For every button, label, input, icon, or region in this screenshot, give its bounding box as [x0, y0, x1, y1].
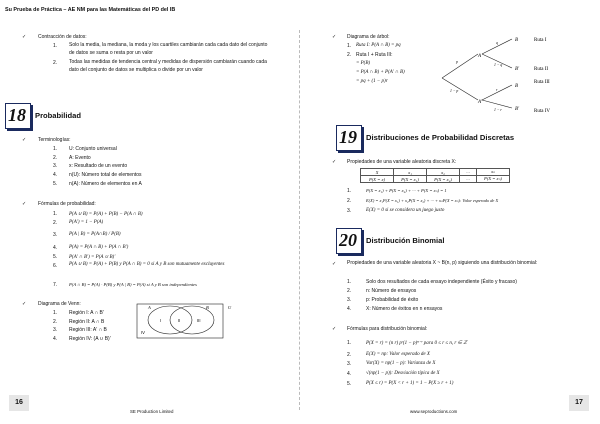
discrete-item: E(X) = 0 si se considera un juego justo — [366, 208, 445, 213]
binomial-formula: Var(X) = np(1 − p): Varianza de X — [366, 361, 436, 366]
list-number: 1. — [53, 43, 58, 49]
venn-label-a: A — [148, 305, 151, 310]
probability-formula: P(A′) = 1 − P(A) — [69, 220, 104, 225]
venn-region-ii: II — [178, 318, 181, 323]
check-icon: ✓ — [22, 137, 27, 143]
discrete-prop-label: Propiedades de una variable aleatoria discreta X: — [347, 159, 457, 165]
tree-diagram — [438, 28, 598, 120]
formulas-label: Fórmulas de probabilidad: — [38, 201, 96, 207]
discrete-item: E(X) = x₁P(X = x₁) + x₂P(X = x₂) + ··· + xₙP(X = xₙ): Valor esperado de X — [366, 198, 499, 203]
venn-region: Región IV: (A ∪ B)′ — [69, 336, 111, 342]
page-gutter — [299, 30, 300, 410]
website-link[interactable]: www.seproductions.com — [410, 409, 458, 414]
page-number-left: 16 — [9, 395, 29, 411]
binomial-formula: √(np(1 − p)): Desviación típica de X — [366, 371, 440, 376]
check-icon: ✓ — [332, 159, 337, 165]
term-item: n(A): Número de elementos en A — [69, 181, 142, 187]
probability-formula: P(A) = P(A ∩ B) + P(A ∩ B′) — [69, 245, 129, 250]
binomial-prop: X: Número de éxitos en n ensayos — [366, 306, 443, 312]
binomial-formula: P(X ≤ r) = P(X < r + 1) = 1 − P(X ≥ r + 1) — [366, 381, 454, 386]
node-b-prime: B′ — [515, 107, 520, 112]
check-icon: ✓ — [22, 201, 27, 207]
check-icon: ✓ — [22, 34, 27, 40]
section-title-19: Distribuciones de Probabilidad Discretas — [366, 133, 515, 142]
tree-route-formula: Ruta I + Ruta III: — [356, 52, 393, 58]
tree-label: Diagrama de árbol: — [347, 34, 390, 40]
binomial-formulas-label: Fórmulas para distribución binomial: — [347, 326, 428, 332]
term-item: U: Conjunto universal — [69, 146, 117, 152]
node-b: B — [515, 38, 519, 43]
probability-formula: P(A′ ∩ B′) = P(A ∪ B)′ — [69, 255, 116, 260]
venn-region: Región II: A ∩ B — [69, 319, 105, 325]
list-number: 2. — [53, 60, 58, 66]
tree-route-formula: = P(A ∩ B) + P(A′ ∩ B) — [356, 70, 405, 75]
venn-region-iv: IV — [141, 330, 145, 335]
branch-bp2 — [482, 100, 512, 108]
route-label: Ruta IV — [534, 109, 550, 114]
venn-region: Región III: A′ ∩ B — [69, 327, 107, 333]
data-note-item: Todas las medidas de tendencia central y medidas de dispersión cambiarán cuando cada dato del conjunto de datos se multiplica o divide por un valor — [69, 59, 267, 73]
binomial-prop-label: Propiedades de una variable aleatoria X ~ B(n, p) siguiendo una distribución binomial: — [347, 260, 538, 266]
check-icon: ✓ — [22, 301, 27, 307]
venn-region: Región I: A ∩ B′ — [69, 310, 104, 316]
node-b: B — [515, 84, 519, 89]
check-icon: ✓ — [332, 34, 337, 40]
node-b-prime: B′ — [515, 67, 520, 72]
branch-a — [442, 54, 478, 78]
route-label: Ruta III — [534, 80, 550, 85]
tree-route-formula: = P(B) — [356, 61, 371, 66]
table-row: P(X = x) P(X = x₁) P(X = x₂) ··· P(X = xₙ) — [361, 176, 510, 183]
section-badge-19: 19 — [336, 125, 362, 151]
venn-label: Diagrama de Venn: — [38, 301, 81, 307]
section-badge-20: 20 — [336, 228, 362, 254]
section-title-18: Probabilidad — [35, 111, 81, 120]
table-row: X x₁ x₂ ··· xₙ — [361, 169, 510, 176]
node-a-prime: A′ — [478, 100, 483, 105]
branch-label-q: q — [496, 41, 498, 45]
data-note-item: Solo la media, la mediana, la moda y los cuartiles cambiarán cada cada dato del conjunto de datos se suma o resta por un valor — [69, 42, 268, 56]
node-a: A — [478, 54, 482, 59]
data-note-label: Contracción de datos: — [38, 34, 87, 40]
page-title: Su Prueba de Práctica – AE NM para las Matemáticas del PD del IB — [5, 7, 176, 13]
probability-formula: P(A ∪ B) = P(A) + P(B) y P(A ∩ B) = 0 si A y B son mutuamente excluyentes — [69, 262, 225, 267]
venn-region-iii: III — [197, 318, 201, 323]
binomial-prop: p: Probabilidad de éxito — [366, 297, 419, 303]
page-number-right: 17 — [569, 395, 589, 411]
check-icon: ✓ — [332, 326, 337, 332]
tree-route-formula: Ruta I: P(A ∩ B) = pq — [356, 43, 401, 48]
branch-label-p: p — [456, 60, 458, 64]
probability-formula: P(A ∪ B) = P(A) + P(B) − P(A ∩ B) — [69, 212, 143, 217]
venn-diagram — [136, 303, 236, 341]
section-badge-18: 18 — [5, 103, 31, 129]
route-label: Ruta I — [534, 38, 547, 43]
term-item: n(U): Número total de elementos — [69, 172, 142, 178]
publisher-name: SE Production Limited — [130, 409, 174, 414]
binomial-prop: n: Número de ensayos — [366, 288, 417, 294]
binomial-prop: Solo dos resultados de cada ensayo independiente (Éxito y fracaso) — [366, 279, 517, 285]
branch-label-r: r — [496, 88, 498, 92]
probability-formula: P(A | B) = P(A∩B) / P(B) — [69, 232, 121, 237]
branch-label-1-q: 1 − q — [494, 63, 503, 67]
route-label: Ruta II — [534, 67, 549, 72]
distribution-table — [360, 168, 510, 183]
section-title-20: Distribución Binomial — [366, 236, 445, 245]
probability-formula: P(A ∩ B) = P(A) · P(B) y P(A | B) = P(A) si A y B son independientes — [69, 282, 197, 287]
terminology-label: Terminologías: — [38, 137, 71, 143]
discrete-item: P(X = x₁) + P(X = x₂) + ··· + P(X = xₙ) = 1 — [366, 188, 447, 193]
binomial-formula: E(X) = np: Valor esperado de X — [366, 352, 430, 357]
venn-label-u: U — [228, 305, 232, 310]
binomial-formula: P(X = r) = (n r) pʳ(1 − p)ⁿ⁻ʳ para 0 ≤ r ≤ n, r ∈ ℤ — [366, 341, 467, 346]
venn-region-i: I — [160, 318, 162, 323]
tree-route-formula: = pq + (1 − p)r — [356, 79, 388, 84]
branch-label-1-p: 1 − p — [450, 89, 459, 93]
branch-label-1-r: 1 − r — [494, 108, 502, 112]
term-item: x: Resultado de un evento — [69, 163, 128, 169]
venn-label-b: B — [206, 305, 209, 310]
check-icon: ✓ — [332, 261, 337, 267]
branch-a-prime — [442, 78, 478, 100]
term-item: A: Evento — [69, 155, 91, 161]
